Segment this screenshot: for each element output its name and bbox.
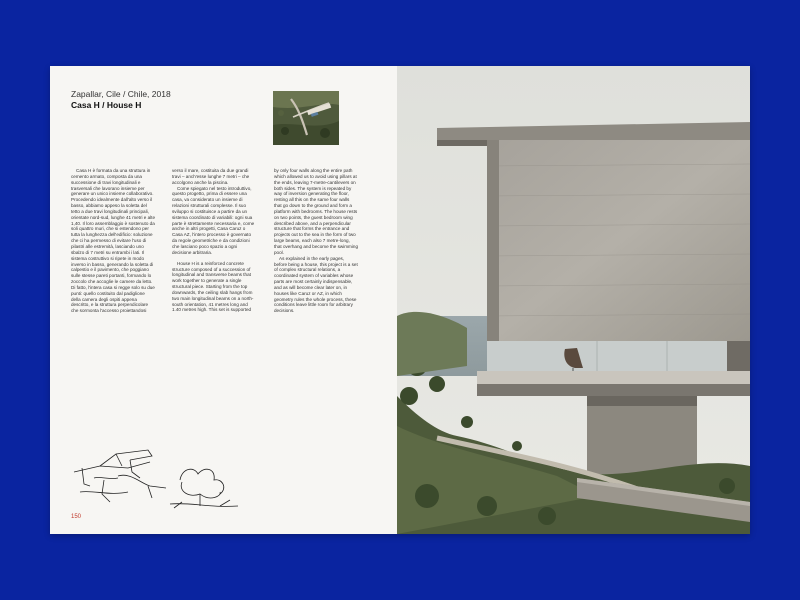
text-column-1 (71, 168, 155, 314)
right-page (397, 66, 750, 534)
paragraph: As explained in the early pages, before being a house, this project is a set of complex structural relations, a coordinated system of variables whose parts are most certainly indispensable, and as will become clear later on, in houses like Caruz or AZ, in which geometry rules the whole process, these conditions leave little room for arbitrary decisions. (274, 255, 358, 314)
house-photo (397, 66, 750, 534)
left-page (50, 66, 397, 534)
location-caption: Zapallar, Cile / Chile, 2018 (71, 89, 171, 99)
book-spread (50, 66, 750, 534)
paragraph: by only four walls along the entire path which allowed us to avoid using pillars at the ends, leaving 7-metre-cantilevers on both sides. The system is repeated by way of inversion generating the floor, resting all this on the same four walls that go down to the ground and form a platform with bedrooms. The house rests on two points, the guest bedroom wing described above, and a perpendicular structure that forms the entrance and projects out to the sea in the form of two large beams, each also 7 metre-long, that overhang and become the swimming pool. (274, 168, 359, 255)
paragraph: Casa H è formata da una struttura in cemento armato, composta da una successione di travi longitudinali e trasversali che lavorano insieme per generare un unico insieme collaborativo. Procedendo idealmente dall'alto verso il basso, abbiamo appeso la soletta del tetto a due travi longitudinali principali, orientate nord-sud, lunghe 41 metri e alte 1,40. Il loro assemblaggio è sostenuto da soli quattro muri, che si estendono per tutta la lunghezza dell'edificio: soluzione che ci ha permesso di evitare l'uso di pilastri alle estremità, lasciando uno sbalzo di 7 metri su entrambi i lati. Il sistema costruttivo si ripete in modo inverso in basso, generando la soletta di calpestio e il pavimento, che poggiano sulle stesse pareti portanti, formando lo zoccolo che accoglie le camere da letto. Di fatto, l'intera casa si regge solo su due punti: quello costituito dal padiglione della camera degli ospiti appena descritto, e la struttura perpendicolare che sormonta l'accesso proiettandosi (71, 168, 156, 314)
text-column-2 (172, 168, 256, 313)
paragraph: House H is a reinforced concrete structure composed of a succession of longitudinal and transverse beams that work together to generate a single structural piece. Starting from the top downwards, the ceiling slab hangs from two main longitudinal beams on a north-south orientation, 41 metres long and 1.40 metres high. This set is supported (172, 260, 254, 313)
page-title: Casa H / House H (71, 100, 142, 110)
aerial-thumbnail (273, 91, 339, 145)
page-number: 150 (71, 514, 82, 520)
paragraph: Come spiegato nel testo introduttivo, questo progetto, prima di essere una casa, va considerato un insieme di relazioni strutturali complesse. Il suo sviluppo si costituisce a partire da un sistema coordinato di variabili: ogni sua parte è strettamente necessaria e, come anche in altri progetti, Casa Caruz o Casa AZ, l'intero processo è governato da regole geometriche e da condizioni che lasciano poco spazio a ogni decisione arbitraria. (172, 185, 255, 255)
architect-sketch (70, 432, 250, 516)
paragraph: verso il mare, costituita da due grandi travi – anch'esse lunghe 7 metri – che accolgono anche la piscina. (172, 168, 250, 185)
text-column-3 (274, 168, 358, 314)
